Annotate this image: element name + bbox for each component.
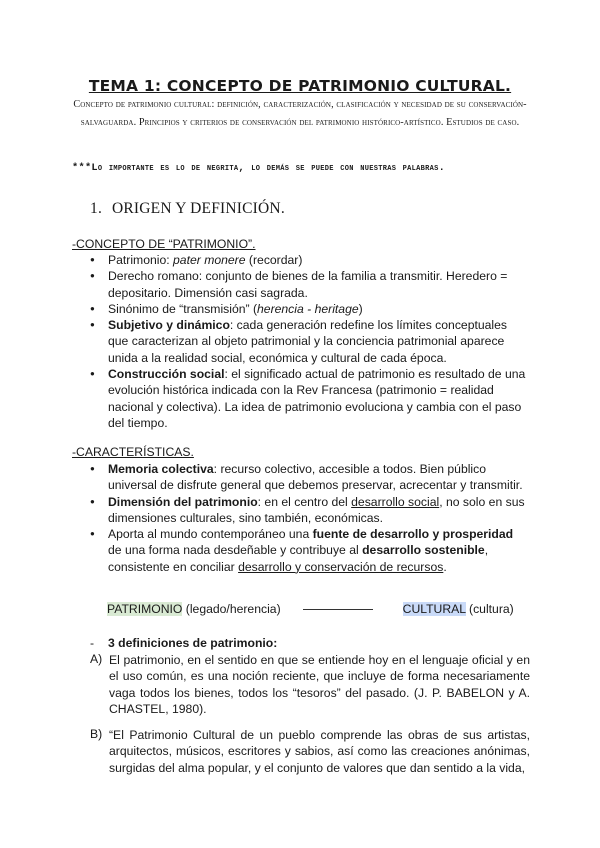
definiciones-heading	[90, 636, 277, 650]
list-item: ● Memoria colectiva: recurso colectivo, accesible a todos. Bien público universal de disfrute general que debemos preservar, acrecentar y transmitir.	[90, 461, 530, 494]
document-title: TEMA 1: CONCEPTO DE PATRIMONIO CULTURAL.	[88, 77, 512, 95]
caracteristicas-list	[90, 461, 530, 575]
definition-b	[90, 727, 530, 776]
list-item: ● Construcción social: el significado actual de patrimonio es resultado de una evolución histórica indicada con la Rev Francesa (patrimonio = realidad nacional y colectiva). La idea de patrimonio evoluciona y cambia con el paso del tiempo.	[90, 366, 530, 431]
definition-a	[90, 652, 530, 717]
caracteristicas-label: -CARACTERÍSTICAS.	[72, 445, 194, 459]
cultural-highlight: CULTURAL	[402, 602, 466, 616]
section-number: 1.	[90, 200, 103, 217]
study-note: ***Lo importante es lo de negrita, lo demás se puede con nuestras palabras.	[72, 162, 446, 174]
patrimonio-note: (legado/herencia)	[182, 602, 281, 616]
patrimonio-cultural-row	[107, 602, 527, 616]
list-item: ● Derecho romano: conjunto de bienes de la familia a transmitir. Heredero = depositario. Dimensión casi sagrada.	[90, 268, 530, 301]
definition-marker: B)	[90, 727, 103, 741]
definition-text: “El Patrimonio Cultural de un pueblo comprende las obras de sus artistas, arquitectos, músicos, escritores y sabios, así como las creaciones anónimas, surgidas del alma popular, y el conjunto de valores que dan sentido a la vida,	[109, 728, 530, 775]
connector-line	[303, 609, 373, 610]
list-item: ● Dimensión del patrimonio: en el centro del desarrollo social, no solo en sus dimensiones culturales, sino también, económicas.	[90, 494, 530, 527]
section-title: ORIGEN Y DEFINICIÓN.	[112, 200, 285, 217]
document-subtitle: Concepto de patrimonio cultural: definición, caracterización, clasificación y necesidad de su conservación-salvaguarda. Principios y criterios de conservación del patrimonio histórico-artístico. Estudios de caso.	[73, 99, 527, 128]
list-item: ● Aporta al mundo contemporáneo una fuente de desarrollo y prosperidad de una forma nada desdeñable y contribuye al desarrollo sostenible, consistente en conciliar desarrollo y conservación de recursos.	[90, 526, 530, 575]
concepto-label: -CONCEPTO DE “PATRIMONIO”.	[72, 237, 256, 251]
section-heading-origen	[90, 200, 285, 218]
patrimonio-highlight: PATRIMONIO	[107, 602, 183, 616]
definition-marker: A)	[90, 652, 103, 666]
definiciones-title: 3 definiciones de patrimonio:	[108, 636, 278, 650]
concepto-list	[90, 252, 530, 431]
definition-text: El patrimonio, en el sentido en que se entiende hoy en el lenguaje oficial y en el uso común, es una noción reciente, que incluye de forma necesariamente vaga todos los bienes, todos los “tesoros” del pasado. (J. P. BABELON y A. CHASTEL, 1980).	[109, 653, 530, 716]
cultural-note: (cultura)	[465, 602, 514, 616]
dash-marker: -	[90, 636, 95, 650]
list-item: ● Sinónimo de “transmisión” (herencia - heritage)	[90, 301, 530, 317]
list-item: ● Subjetivo y dinámico: cada generación redefine los límites conceptuales que caracterizan al objeto patrimonial y la conciencia patrimonial aparece unida a la realidad social, económica y cultural de cada época.	[90, 317, 530, 366]
list-item: ● Patrimonio: pater monere (recordar)	[90, 252, 530, 268]
